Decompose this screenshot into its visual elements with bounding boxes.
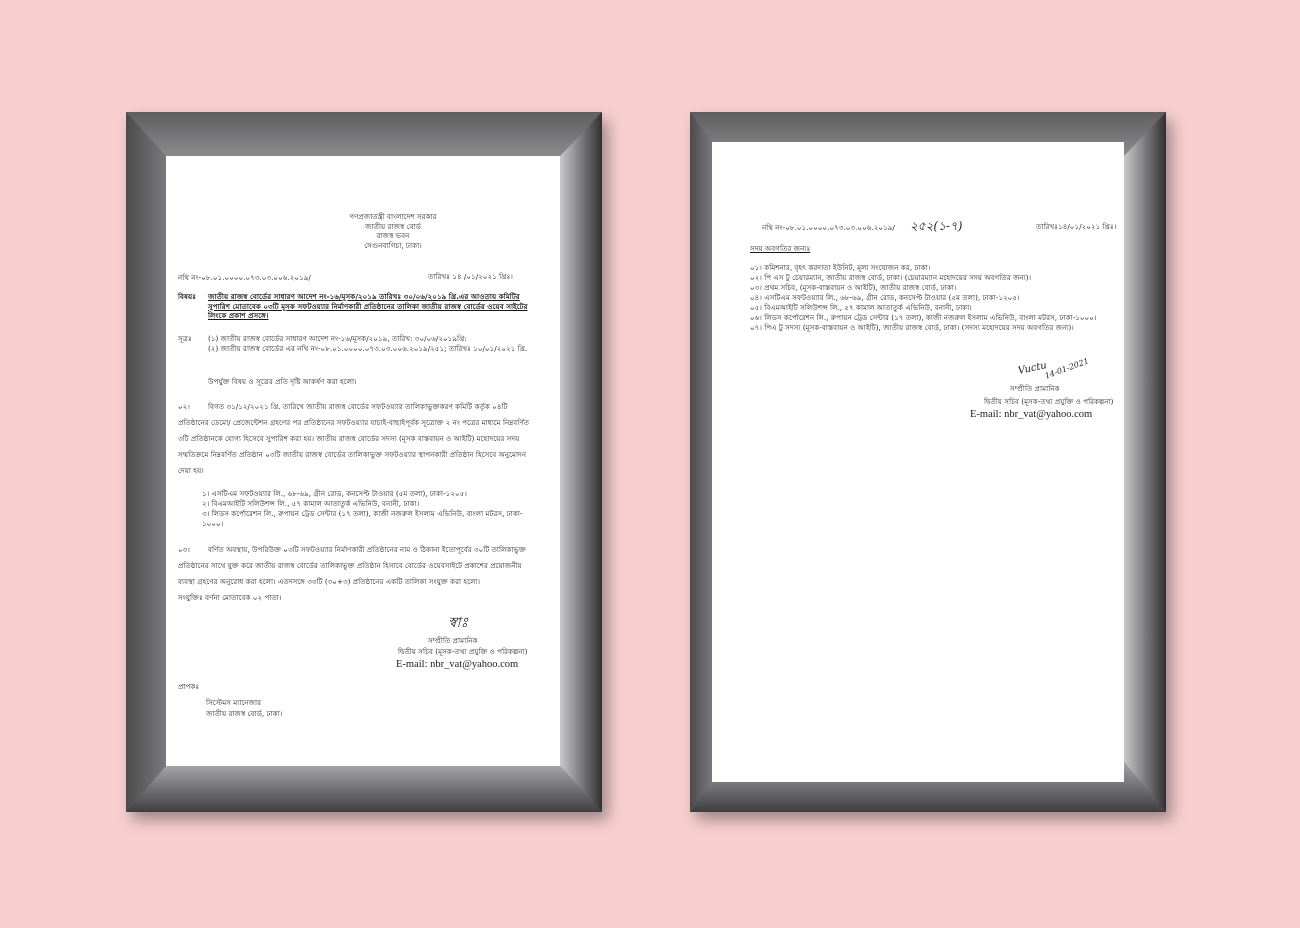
letterhead-line: রাজস্ব ভবন bbox=[376, 231, 410, 241]
cc-item: ০৪। এসটিএম সফটওয়্যার লি., ৬৮-৬৯, গ্রীন রোড, কনসেপ্ট টাওয়ার (৫ম তলা), ঢাকা-১২০৫। bbox=[750, 293, 1020, 302]
reference-item: (২) জাতীয় রাজস্ব বোর্ডের এর নথি নং-০৮.০১.০০০০.০৭৩.০৩.০০৬.২০১৯/২৫১; তারিখঃ ১০/০১/২০২১ খ্রি. bbox=[208, 344, 528, 353]
signature-mark: স্বাঃ bbox=[448, 615, 469, 631]
paragraph-line: বর্ণিত অবস্থায়, উপরিউক্ত ০৩টি সফটওয়্যার নির্মাণকারী প্রতিষ্ঠানের নাম ও ঠিকানা ইতোপূর্বের ৩০টি তালিকাভুক্ত bbox=[208, 545, 526, 554]
letterhead-line: সেগুনবাগিচা, ঢাকা। bbox=[364, 241, 422, 251]
handwritten-reference: ২৫২(১-৭) bbox=[910, 219, 963, 233]
paragraph-line: প্রতিষ্ঠানের সাথে যুক্ত করে জাতীয় রাজস্ব বোর্ডের তালিকাভুক্ত প্রতিষ্ঠান হিসাবে বোর্ডের ওয়েবসাইটে প্রকাশের প্রয়োজনীয় bbox=[178, 561, 522, 570]
reference-number: নথি নং-০৮.০১.০০০০.০৭৩.০৩.০০৬.২০১৯/ bbox=[178, 273, 311, 282]
company-item: ৩। লিডস কর্পোরেশন লি., রুপায়ন ট্রেড সেন্টার (১৭ তলা), কাজী নজরুল ইসলাম এভিনিউ, বাংলা মটরস, ঢাকা- bbox=[202, 509, 523, 518]
left-document-frame bbox=[126, 112, 602, 812]
paragraph-line: প্রতিষ্ঠানের ডেমো/ প্রেজেন্টেশন গ্রহণের পর প্রতিষ্ঠানের সফটওয়্যার যাচাই-বাছাইপূর্বক সূত্রোক্ত ২ নং পত্রের মাধ্যমে নিম্নবর্ণিত bbox=[178, 418, 530, 427]
cc-item: ০৬। লিডস কর্পোরেশন লি., রুপায়ন ট্রেড সেন্টার (১৭ তলা), কাজী নজরুল ইসলাম এভিনিউ, বাংলা মটরস, ঢাকা-১০০০। bbox=[750, 313, 1097, 322]
paragraph-line: ব্যবস্থা গ্রহণের অনুরোধ করা হলো। এতদসঙ্গে ৩৩টি (৩০+৩) প্রতিষ্ঠানের একটি তালিকা সংযুক্ত করা হলো। bbox=[178, 577, 481, 586]
signer-email: E-mail: nbr_vat@yahoo.com bbox=[396, 659, 519, 670]
cc-item: ০৭। পিএ টু সদস্য (মূসক-বাস্তবায়ন ও আইটি), জাতীয় রাজস্ব বোর্ড, ঢাকা। (সদস্য মহোদয়ের সদয় অবগতির জন্য)। bbox=[750, 323, 1074, 332]
signer-name: সম্প্রীতি প্রামানিক bbox=[1010, 384, 1060, 393]
left-document-page bbox=[166, 156, 560, 766]
company-item: ১০০০। bbox=[202, 519, 224, 528]
document-date: তারিখঃ ১৪ /০১/২০২১ খ্রিঃ। bbox=[428, 272, 513, 281]
cc-item: ০১। কমিশনার, বৃহৎ করদাতা ইউনিট, মূল্য সংযোজন কর, ঢাকা। bbox=[750, 263, 931, 272]
cc-item: ০২। পি এস টু চেয়ারম্যান, জাতীয় রাজস্ব বোর্ড, ঢাকা। (চেয়ারম্যান মহোদয়ের সদয় অবগতির জন্য)। bbox=[750, 273, 1032, 282]
signature: Vuctu bbox=[1017, 360, 1048, 377]
reference-item: (১) জাতীয় রাজস্ব বোর্ডের সাধারণ আদেশ নং-১৬/মূসক/২০১৯, তারিখ: ৩০/০৬/২০১৯খ্রি: bbox=[208, 334, 467, 343]
recipient-line: সিস্টেমস ম্যানেজার bbox=[206, 698, 262, 707]
paragraph-line: দেয়া হয়। bbox=[178, 466, 204, 475]
signer-title: দ্বিতীয় সচিব (মূসক-তথ্য প্রযুক্তি ও পরিকল্পনা) bbox=[984, 397, 1114, 406]
cc-item: ০৫। বিএমআইটি সলিউশন্স লি., ৫৭ কামাল আতাতুর্ক এভিনিউ, বনানী, ঢাকা। bbox=[750, 303, 972, 312]
subject-text: জাতীয় রাজস্ব বোর্ডের সাধারণ আদেশ নং-১৬/মূসক/২০১৯ তারিখঃ ৩০/০৬/২০১৯ খ্রি.এর আওতায় কমিটির সুপারিশ মোতাবেক ০৩টি মূসক সফটওয়্যার নির্মাণকারী প্রতিষ্ঠানের তালিকা জাতীয় রাজস্ব বোর্ডের ওয়েব সাইটের লিংকে প্রকাশ প্রসঙ্গে। bbox=[208, 292, 528, 321]
signature-date: 14-01-2021 bbox=[1043, 356, 1090, 381]
right-document-frame bbox=[690, 112, 1166, 812]
paragraph-number: ০২। bbox=[178, 402, 190, 411]
reference-label: সূত্রঃ bbox=[178, 334, 192, 343]
reference-number: নথি নং-০৮.০১.০০০০.০৭৩.০৩.০০৬.২০১৯/ bbox=[762, 223, 895, 232]
letterhead bbox=[226, 212, 560, 251]
recipient-line: জাতীয় রাজস্ব বোর্ড, ঢাকা। bbox=[206, 709, 283, 718]
subject-label: বিষয়ঃ bbox=[178, 292, 197, 301]
company-item: ২। বিএমআইটি সলিউশন্স লি., ৫৭ কামাল আতাতুর্ক এভিনিউ, বনানী, ঢাকা। bbox=[202, 499, 420, 508]
recipient-label: প্রাপকঃ bbox=[178, 682, 200, 691]
paragraph-line: বিগত ৩১/১২/২০২১ খ্রি. তারিখে জাতীয় রাজস্ব বোর্ডের সফটওয়্যার তালিকাভুক্তকরণ কমিটি কর্তৃক ০৪টি bbox=[208, 402, 508, 411]
signer-email: E-mail: nbr_vat@yahoo.com bbox=[970, 409, 1093, 420]
document-date: তারিখঃ১৪/০১/২০২১ খ্রিঃ। bbox=[1036, 222, 1117, 231]
letterhead-line: গণপ্রজাতন্ত্রী বাংলাদেশ সরকার bbox=[349, 212, 437, 221]
paragraph-line: সম্মতিক্রমে নিম্নবর্ণিত প্রতিষ্ঠান ০৩টি জাতীয় রাজস্ব বোর্ডের তালিকাভুক্ত সফটওয়্যার স্থাপনকারী প্রতিষ্ঠান হিসেবে অনুমোদন bbox=[178, 450, 527, 459]
paragraph-line: ৩টি প্রতিষ্ঠানকে যোগ্য হিসেবে সুপারিশ করা হয়। জাতীয় রাজস্ব বোর্ডের সদস্য (মূসক বাস্তবায়ন ও আইটি) মহোদয়ের সদয় bbox=[178, 434, 520, 443]
signer-name: সম্প্রীতি প্রামানিক bbox=[428, 636, 478, 645]
cc-heading: সদয় অবগতির জন্যঃ bbox=[750, 244, 811, 253]
cc-item: ০৩। প্রথম সচিব, (মূসক-বাস্তবায়ন ও আইটি), জাতীয় রাজস্ব বোর্ড, ঢাকা। bbox=[750, 283, 957, 292]
paragraph-number: ০৩। bbox=[178, 545, 190, 554]
attachment-note: সংযুক্তিঃ বর্ণনা মোতাবেক ০২ পাতা। bbox=[178, 593, 282, 602]
signer-title: দ্বিতীয় সচিব (মূসক-তথ্য প্রযুক্তি ও পরিকল্পনা) bbox=[398, 647, 528, 656]
right-document-page bbox=[712, 142, 1124, 782]
letterhead-line: জাতীয় রাজস্ব বোর্ড bbox=[365, 221, 421, 231]
intro-line: উপর্যুক্ত বিষয় ও সূত্রের প্রতি দৃষ্টি আকর্ষণ করা হলো। bbox=[208, 377, 357, 386]
company-item: ১। এসটিএম সফটওয়্যার লি., ৬৮-৬৯, গ্রীন রোড, কনসেপ্ট টাওয়ার (৫ম তলা), ঢাকা-১২০৫। bbox=[202, 489, 467, 498]
